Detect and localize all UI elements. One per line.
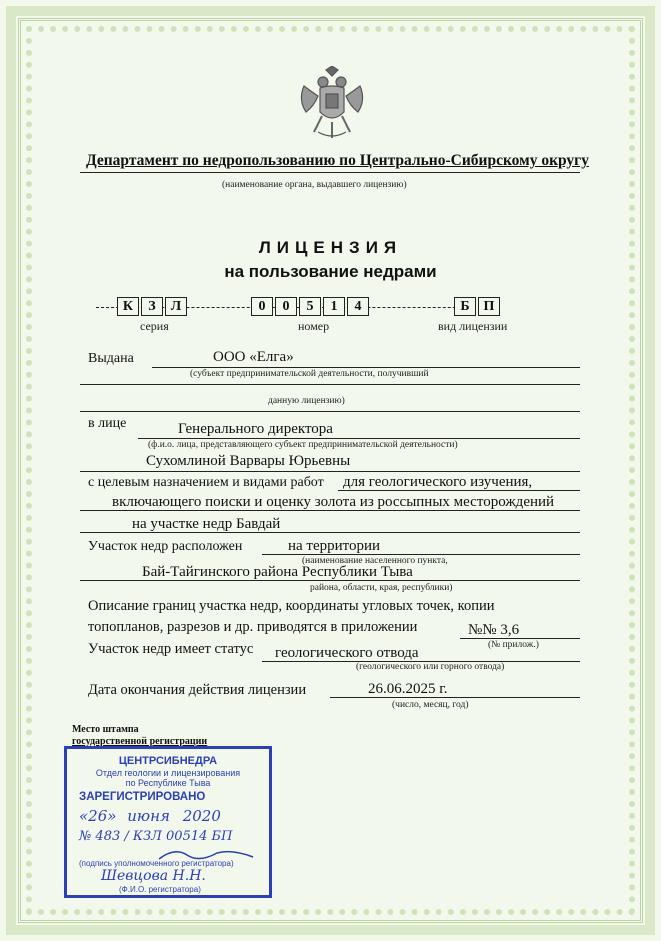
number-digit-5: 4 xyxy=(347,297,369,316)
representative-caption: (ф.и.о. лица, представляющего субъект предпринимательской деятельности) xyxy=(148,440,458,450)
coat-of-arms-emblem xyxy=(296,66,368,142)
expiry-label: Дата окончания действия лицензии xyxy=(88,682,307,698)
stamp-signature-caption: (подпись уполномоченного регистратора) xyxy=(79,859,234,868)
series-char-2: З xyxy=(141,297,163,316)
holder-value: ООО «Елга» xyxy=(213,349,294,365)
representative-label: в лице xyxy=(88,416,127,431)
issuer-underline xyxy=(80,172,580,173)
stamp-date xyxy=(79,807,221,825)
series-label: серия xyxy=(140,319,169,333)
stamp-reg-number: № 483 / КЗЛ 00514 БП xyxy=(79,829,233,844)
stamp-place-label-1: Место штампа xyxy=(72,724,139,735)
stamp-name-caption: (Ф.И.О. регистратора) xyxy=(119,885,201,894)
stamp-date-month: июня xyxy=(127,807,170,825)
status-caption: (геологического или горного отвода) xyxy=(356,662,505,672)
type-char-2: П xyxy=(478,297,500,316)
boundaries-text-2: топопланов, разрезов и др. приводятся в приложении xyxy=(88,619,418,635)
holder-underline-3 xyxy=(80,411,580,412)
stamp-date-year: 2020 xyxy=(182,807,221,825)
purpose-value-1: для геологического изучения, xyxy=(343,474,533,490)
expiry-caption: (число, месяц, год) xyxy=(392,700,469,710)
number-digit-3: 5 xyxy=(299,297,321,316)
number-digit-1: 0 xyxy=(251,297,273,316)
holder-caption-2: данную лицензию) xyxy=(268,396,345,406)
boundaries-caption: (№ прилож.) xyxy=(488,640,539,650)
type-char-1: Б xyxy=(454,297,476,316)
type-label: вид лицензии xyxy=(438,319,508,333)
number-label: номер xyxy=(298,319,330,333)
stamp-registered: ЗАРЕГИСТРИРОВАНО xyxy=(79,791,206,803)
document-subtitle: на пользование недрами xyxy=(224,262,437,281)
representative-name-underline xyxy=(80,471,580,472)
location-value: на территории xyxy=(288,538,381,554)
location-value-2: Бай-Тайгинского района Республики Тыва xyxy=(142,564,413,580)
purpose-value-2: включающего поиски и оценку золота из россыпных месторождений xyxy=(112,494,555,510)
status-value: геологического отвода xyxy=(275,645,419,661)
stamp-place-label xyxy=(72,724,207,748)
purpose-label: с целевым назначением и видами работ xyxy=(88,475,324,490)
boundaries-value: №№ 3,6 xyxy=(468,622,520,638)
purpose-underline-3 xyxy=(80,532,580,533)
location-caption-2: района, области, края, республики) xyxy=(310,583,453,593)
number-digit-4: 1 xyxy=(323,297,345,316)
purpose-underline-1 xyxy=(338,490,580,491)
number-digit-2: 0 xyxy=(275,297,297,316)
expiry-underline xyxy=(330,697,580,698)
stamp-place-label-2: государственной регистрации xyxy=(72,736,208,747)
boundaries-underline xyxy=(460,638,580,639)
location-label: Участок недр расположен xyxy=(88,539,243,554)
registration-stamp xyxy=(64,746,272,898)
purpose-underline-2 xyxy=(80,510,580,511)
purpose-value-3: на участке недр Бавдай xyxy=(132,516,281,532)
issuer-caption: (наименование органа, выдавшего лицензию) xyxy=(222,180,407,190)
stamp-org: ЦЕНТРСИБНЕДРА xyxy=(118,755,218,767)
holder-underline xyxy=(152,367,580,368)
issuer-name: Департамент по недропользованию по Центрально-Сибирскому округу xyxy=(86,152,589,169)
representative-position: Генерального директора xyxy=(178,421,333,437)
holder-underline-2 xyxy=(80,384,580,385)
series-char-1: К xyxy=(117,297,139,316)
holder-label: Выдана xyxy=(88,351,134,366)
holder-caption-1: (субъект предпринимательской деятельности, получивший xyxy=(190,369,429,379)
expiry-value: 26.06.2025 г. xyxy=(368,681,448,697)
location-caption-1: (наименование населенного пункта, xyxy=(302,556,448,566)
stamp-registrar-name: Шевцова Н.Н. xyxy=(101,868,206,884)
status-label: Участок недр имеет статус xyxy=(88,641,254,657)
stamp-date-day: «26» xyxy=(79,807,117,825)
document-title: ЛИЦЕНЗИЯ xyxy=(258,238,403,257)
location-underline xyxy=(262,554,580,555)
location-underline-2 xyxy=(80,580,580,581)
representative-underline xyxy=(138,438,580,439)
boundaries-text-1: Описание границ участка недр, координаты угловых точек, копии xyxy=(88,598,495,614)
stamp-dept-1: Отдел геологии и лицензирования xyxy=(95,768,241,778)
series-char-3: Л xyxy=(165,297,187,316)
representative-full-name: Сухомлиной Варвары Юрьевны xyxy=(146,453,351,469)
stamp-dept-2: по Республике Тыва xyxy=(125,778,211,788)
